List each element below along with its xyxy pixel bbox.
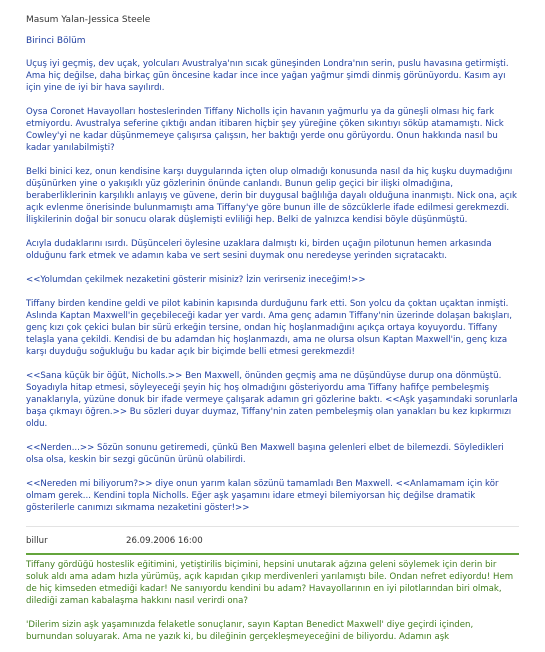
- comment-paragraph: Tiffany gördüğü hosteslik eğitimini, yetiştirilis biçimini, hepsini unutarak ağzına geleni söylemek için derin bir soluk aldı ama adam hızla yürümüş, açık kapıdan çıkıp merdivenleri yarılamıştı bile. Ondan nefret ediyordu! Hem de hiç kimseden etmediği kadar! Ne sanıyordu kendini bu adam? Havayollarının en iyi pilotlarından biri olmak, dilediği zaman kabalaşma hakkını nasıl verirdi ona?: [26, 560, 514, 606]
- story-paragraph: Uçuş iyi geçmiş, dev uçak, yolcuları Avustralya'nın sıcak güneşinden Londra'nın serin, puslu havasına getirmişti. Ama hiç değilse, daha birkaç gün öncesine kadar ince ince yağan yağmur şimdi dinmiş görünüyordu. Kasım ayı için yine de iyi bir hava sayılırdı.: [26, 59, 509, 93]
- story-paragraph: <<Nereden mi biliyorum?>> diye onun yarım kalan sözünü tamamladı Ben Maxwell. <<Anlamamam için kör olmam gerek... Kendini topla Nicholls. Eğer aşk yaşamını idare etmeyi bilemiyorsan hiç değilse dramatik gösterilerle canımızı sıkmama nezaketini göster!>>: [26, 479, 499, 513]
- comment-body: [26, 559, 519, 643]
- comment-username[interactable]: billur: [26, 536, 48, 546]
- comment-separator-bar: [26, 553, 519, 555]
- story-paragraph: Oysa Coronet Havayolları hosteslerinden Tiffany Nicholls için havanın yağmurlu ya da güneşli olması hiç fark etmiyordu. Avustralya seferine çıktığı andan itibaren hiçbir şey yüreğine çöken sıkıntıyı söküp atamamıştı. Nick Cowley'yi ne kadar düşünmemeye çalışırsa çalışsın, her baktığı yerde onu görüyordu. Onun hakkında nasıl bu kadar yanılabilmişti?: [26, 107, 504, 153]
- story-paragraph: Acıyla dudaklarını ısırdı. Düşünceleri öylesine uzaklara dalmıştı ki, birden uçağın pilotunun hemen arkasında olduğunu fark etmek ve adamın kaba ve sert sesini duymak onu neredeyse yerinden sıçratacaktı.: [26, 239, 492, 261]
- comment-timestamp: 26.09.2006 16:00: [126, 536, 203, 546]
- story-body: [26, 58, 519, 514]
- story-paragraph: Belki binici kez, onun kendisine karşı duygularında içten olup olmadığı konusunda nasıl da hiç kuşku duymadığını düşünürken yine o yakışıklı yüz gözlerinin önünde canlandı. Bunun gelip geçici bir ilişki olmadığına, beraberliklerinin karşılıklı anlayış ve güvene, derin bir duygusal bağlılığa dayalı olduğuna inanmıştı. Nick ona, açık açık evlenme önerisinde bulunmamıştı ama Tiffany'ye göre bunun ille de sözcüklerle ifade edilmesi gerekmezdi. İlişkilerinin doğal bir sonucu olarak düşlemişti evliliği hep. Belki de yalnızca kendisi böyle düşünmüştü.: [26, 167, 517, 225]
- story-paragraph: <<Sana küçük bir öğüt, Nicholls.>> Ben Maxwell, önünden geçmiş ama ne düşündüyse durup ona dönmüştü. Soyadıyla hitap etmesi, söyleyeceği şeyin hiç hoş olmadığını gösteriyordu ama Tiffany hafifçe pembeleşmiş yanaklarıyla, yüzüne donuk bir ifade vermeye çalışarak adamın gri gözlerine baktı. <<Aşk yaşamındaki sorunlarla başa çıkmayı öğren.>> Bu sözleri duyar duymaz, Tiffany'nin zaten pembeleşmiş olan yanakları bu kez kıpkırmızı oldu.: [26, 371, 518, 429]
- post-divider: [26, 526, 519, 527]
- story-paragraph: <<Yolumdan çekilmek nezaketini gösterir misiniz? İzin verirseniz ineceğim!>>: [26, 275, 366, 285]
- story-paragraph: <<Nerden...>> Sözün sonunu getiremedi, çünkü Ben Maxwell başına gelenleri elbet de bilemezdi. Söyledikleri olsa olsa, keskin bir sezgi gücünün ürünü olabilirdi.: [26, 443, 504, 465]
- comment-paragraph: 'Dilerim sizin aşk yaşamınızda felaketle sonuçlanır, sayın Kaptan Benedict Maxwell' diye geçirdi içinden, burnundan soluyarak. Ama ne yazık ki, bu dileğinin gerçekleşmeyeceğini de biliyordu. Adamın aşk: [26, 620, 474, 642]
- story-paragraph: Tiffany birden kendine geldi ve pilot kabinin kapısında durduğunu fark etti. Son yolcu da çoktan uçaktan inmişti. Aslında Kaptan Maxwell'in geçebileceği kadar yer vardı. Ama genç adamın Tiffany'nin üzerinde dolaşan bakışları, genç kızı çok çekici bulan bir sürü erkeğin tersine, ondan hiç hoşlanmadığını açıkça ortaya koyuyordu. Tiffany telaşla yana çekildi. Kendisi de bu adamdan hiç hoşlanmazdı, ama ne olursa olsun Kaptan Maxwell'in, genç kıza karşı duyduğu soğukluğu bu kadar açık bir biçimde belli etmesi gerekmezdi!: [26, 299, 512, 357]
- comment-meta: [26, 535, 519, 547]
- chapter-title: Birinci Bölüm: [26, 36, 86, 46]
- author-title: Masum Yalan-Jessica Steele: [26, 15, 151, 25]
